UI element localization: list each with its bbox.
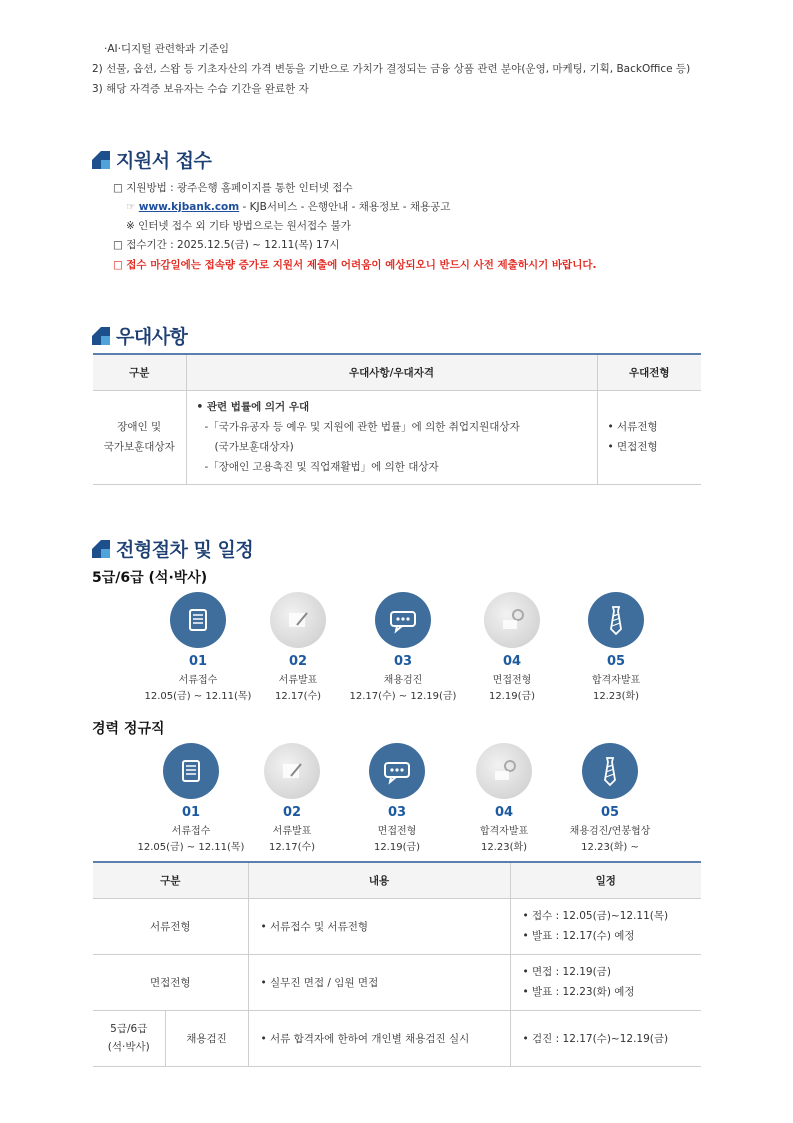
schedule-row-dates: • 검진 : 12.17(수)~12.19(금) bbox=[510, 1010, 701, 1066]
schedule-row-subcategory: 채용검진 bbox=[165, 1010, 248, 1066]
section-preference-title: 우대사항 bbox=[92, 322, 187, 349]
application-period: □ 접수기간 : 2025.12.5(금) ~ 12.11(목) 17시 bbox=[113, 239, 340, 251]
necktie-icon bbox=[588, 592, 644, 648]
schedule-header-dates: 일정 bbox=[510, 862, 701, 898]
kjbank-link[interactable]: www.kjbank.com bbox=[138, 201, 240, 213]
group2-step-2: 02 서류발표 12.17(수) bbox=[237, 743, 347, 853]
chat-bubble-icon bbox=[375, 592, 431, 648]
schedule-row-dates: • 접수 : 12.05(금)~12.11(목) • 발표 : 12.17(수) 예정 bbox=[510, 898, 701, 954]
schedule-row-category: 5급/6급 (석·박사) bbox=[93, 1010, 165, 1066]
schedule-row-dates: • 면접 : 12.19(금) • 발표 : 12.23(화) 예정 bbox=[510, 954, 701, 1010]
group2-step-5: 05 채용검진/연봉협상 12.23(화) ~ bbox=[555, 743, 665, 853]
schedule-row-category: 면접전형 bbox=[93, 954, 248, 1010]
group1-step-1: 01 서류접수 12.05(금) ~ 12.11(목) bbox=[143, 592, 253, 702]
writing-photo-icon bbox=[264, 743, 320, 799]
warning-box: □ bbox=[113, 259, 123, 271]
preference-header-category: 구분 bbox=[93, 354, 186, 390]
meeting-photo-icon bbox=[484, 592, 540, 648]
application-path-rest: - KJB서비스 - 은행안내 - 채용정보 - 채용공고 bbox=[239, 201, 451, 213]
schedule-table bbox=[93, 861, 701, 1067]
preference-stages: • 서류전형 • 면접전형 bbox=[597, 390, 701, 484]
necktie-icon bbox=[582, 743, 638, 799]
writing-photo-icon bbox=[270, 592, 326, 648]
meeting-photo-icon bbox=[476, 743, 532, 799]
schedule-row-category: 서류전형 bbox=[93, 898, 248, 954]
section-process-title: 전형절차 및 일정 bbox=[92, 535, 253, 562]
section-icon bbox=[92, 151, 110, 169]
document-icon bbox=[170, 592, 226, 648]
intro-line-1: ·AI·디지털 관련학과 기준임 bbox=[104, 43, 230, 55]
schedule-row-content: • 서류접수 및 서류전형 bbox=[248, 898, 510, 954]
application-path bbox=[126, 199, 450, 214]
group1-title: 5급/6급 (석·박사) bbox=[92, 570, 208, 586]
preference-table bbox=[93, 353, 701, 485]
group1-step-4: 04 면접전형 12.19(금) bbox=[457, 592, 567, 702]
intro-line-3: 3) 해당 자격증 보유자는 수습 기간을 완료한 자 bbox=[92, 83, 309, 95]
preference-header-stages: 우대전형 bbox=[597, 354, 701, 390]
document-icon bbox=[163, 743, 219, 799]
group2-title: 경력 정규직 bbox=[92, 721, 165, 737]
table-row bbox=[93, 898, 701, 954]
preference-details: • 관련 법률에 의거 우대 -「국가유공자 등 예우 및 지원에 관한 법률」에 의한 취업지원대상자 (국가보훈대상자) -「장애인 고용촉진 및 직업재활법」에 의한 대상자 bbox=[186, 390, 597, 484]
group2-step-1: 01 서류접수 12.05(금) ~ 12.11(목) bbox=[136, 743, 246, 853]
group1-step-2: 02 서류발표 12.17(수) bbox=[243, 592, 353, 702]
group1-step-5: 05 합격자발표 12.23(화) bbox=[561, 592, 671, 702]
preference-header-details: 우대사항/우대자격 bbox=[186, 354, 597, 390]
schedule-header-category: 구분 bbox=[93, 862, 248, 898]
chat-bubble-icon bbox=[369, 743, 425, 799]
schedule-header-content: 내용 bbox=[248, 862, 510, 898]
group1-step-3: 03 채용검진 12.17(수) ~ 12.19(금) bbox=[348, 592, 458, 702]
application-method: □ 지원방법 : 광주은행 홈페이지를 통한 인터넷 접수 bbox=[113, 182, 353, 194]
group2-step-4: 04 합격자발표 12.23(화) bbox=[449, 743, 559, 853]
schedule-row-content: • 실무진 면접 / 임원 면접 bbox=[248, 954, 510, 1010]
table-row bbox=[93, 954, 701, 1010]
section-application-title: 지원서 접수 bbox=[92, 146, 211, 173]
preference-category: 장애인 및 국가보훈대상자 bbox=[93, 390, 186, 484]
group2-step-3: 03 면접전형 12.19(금) bbox=[342, 743, 452, 853]
schedule-row-content: • 서류 합격자에 한하여 개인별 채용검진 실시 bbox=[248, 1010, 510, 1066]
table-row bbox=[93, 1010, 701, 1066]
application-note: ※ 인터넷 접수 외 기타 방법으로는 원서접수 불가 bbox=[126, 220, 351, 232]
application-warning bbox=[113, 257, 596, 272]
warning-text: 접수 마감일에는 접속량 증가로 지원서 제출에 어려움이 예상되오니 반드시 사전 제출하시기 바랍니다. bbox=[126, 259, 597, 271]
pointing-hand-icon: ☞ bbox=[126, 201, 136, 213]
section-icon bbox=[92, 327, 110, 345]
section-icon bbox=[92, 540, 110, 558]
intro-line-2: 2) 선물, 옵션, 스왑 등 기초자산의 가격 변동을 기반으로 가치가 결정되는 금융 상품 관련 분야(운영, 마케팅, 기획, BackOffice 등) bbox=[92, 63, 691, 75]
